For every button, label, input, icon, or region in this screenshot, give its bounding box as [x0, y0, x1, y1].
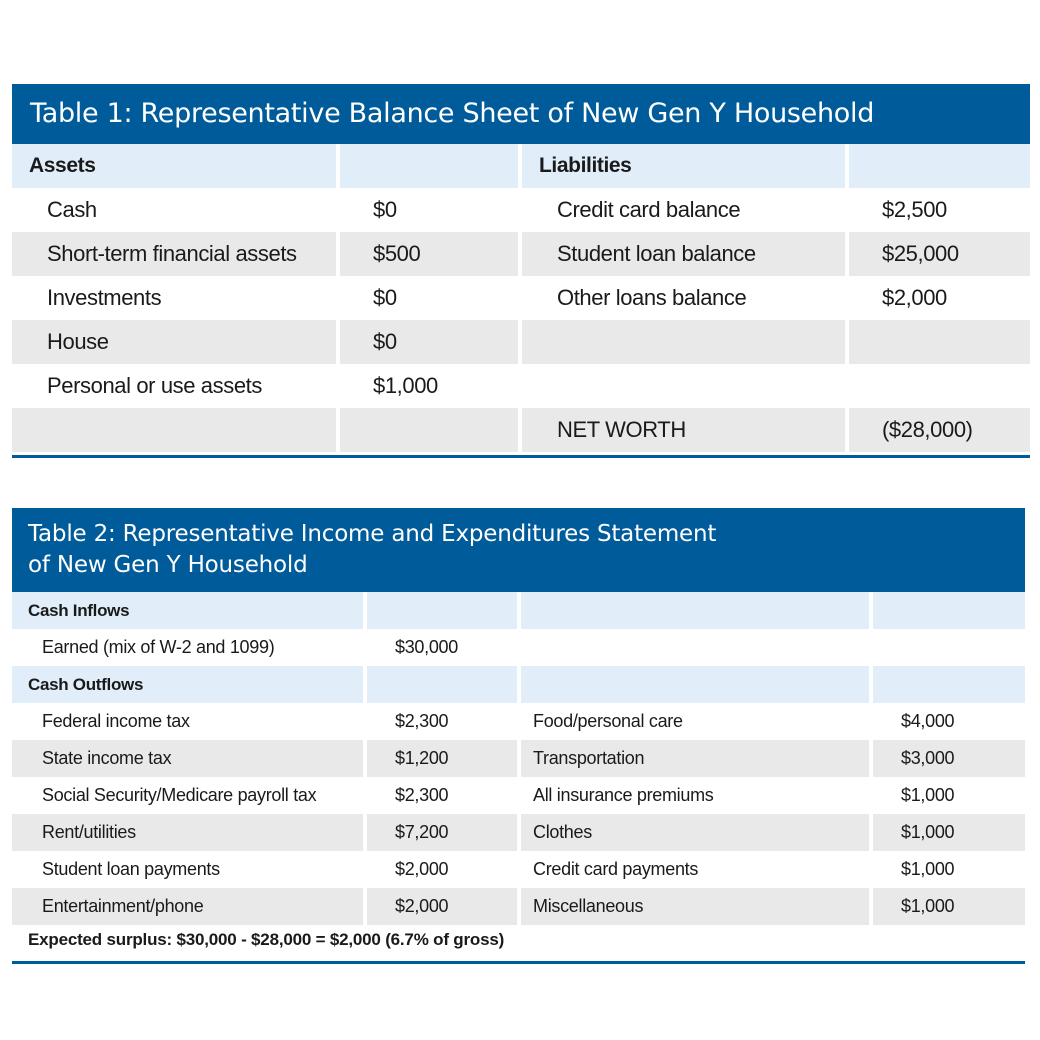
- liabilities-header: Liabilities: [522, 144, 845, 188]
- outflow-label: Student loan payments: [42, 859, 220, 879]
- outflow-label: All insurance premiums: [533, 785, 714, 805]
- expected-surplus-text: Expected surplus: $30,000 - $28,000 = $2,000 (6.7% of gross): [28, 930, 505, 949]
- cash-outflows-header: Cash Outflows: [12, 666, 363, 703]
- asset-value: $1,000: [373, 373, 438, 398]
- table-bottom-rule: [12, 455, 1030, 458]
- table-row: [12, 703, 1025, 740]
- asset-value: $0: [340, 320, 518, 364]
- header-cell: [873, 666, 1025, 703]
- table-row: [12, 777, 1025, 814]
- liability-value: $25,000: [849, 232, 1030, 276]
- title-line-1: Table 2: Representative Income and Expenditures Statement: [28, 521, 717, 547]
- liability-label: [522, 364, 845, 408]
- liability-value: [849, 364, 1030, 408]
- asset-value: $0: [373, 285, 397, 310]
- empty-cell: [521, 629, 869, 666]
- outflow-value: $1,000: [873, 888, 1025, 925]
- table-bottom-rule: [12, 961, 1025, 964]
- outflow-value: $1,000: [873, 814, 1025, 851]
- table-row: [12, 888, 1025, 925]
- net-worth-value: ($28,000): [849, 408, 1030, 452]
- outflow-label: Transportation: [521, 740, 869, 777]
- assets-value-header: [340, 144, 518, 188]
- asset-value: $500: [340, 232, 518, 276]
- inflow-value: $30,000: [395, 637, 458, 657]
- title-line-2: of New Gen Y Household: [28, 552, 308, 578]
- outflow-label: Clothes: [521, 814, 869, 851]
- liability-label: Student loan balance: [522, 232, 845, 276]
- cash-inflows-header-row: [12, 592, 1025, 629]
- table-row: [12, 188, 1030, 232]
- net-worth-label: NET WORTH: [522, 408, 845, 452]
- outflow-label: State income tax: [12, 740, 363, 777]
- outflow-label: Credit card payments: [533, 859, 699, 879]
- liabilities-value-header: [849, 144, 1030, 188]
- outflow-label: Miscellaneous: [521, 888, 869, 925]
- table-row: [12, 851, 1025, 888]
- outflow-value: $2,000: [367, 888, 517, 925]
- outflow-label: Entertainment/phone: [12, 888, 363, 925]
- cash-outflows-header-row: [12, 666, 1025, 703]
- outflow-label: Food/personal care: [533, 711, 683, 731]
- liability-value: [849, 320, 1030, 364]
- outflow-value: $2,300: [395, 785, 449, 805]
- asset-label: Short-term financial assets: [12, 232, 336, 276]
- outflow-value: $3,000: [873, 740, 1025, 777]
- outflow-value: $2,000: [395, 859, 449, 879]
- table-row: [12, 232, 1030, 276]
- header-cell: [521, 592, 869, 629]
- outflow-value: $1,000: [901, 859, 955, 879]
- balance-sheet-header-row: [12, 144, 1030, 188]
- liability-label: Other loans balance: [557, 285, 747, 310]
- outflow-label: Social Security/Medicare payroll tax: [42, 785, 317, 805]
- asset-value: $0: [373, 197, 397, 222]
- liability-value: $2,000: [882, 285, 947, 310]
- balance-sheet-title: Table 1: Representative Balance Sheet of New Gen Y Household: [12, 84, 1030, 144]
- asset-label: House: [12, 320, 336, 364]
- header-cell: [367, 666, 517, 703]
- outflow-label: Federal income tax: [42, 711, 190, 731]
- cash-inflows-header: Cash Inflows: [12, 592, 363, 629]
- income-statement-title: [12, 508, 1025, 592]
- inflow-label: Earned (mix of W-2 and 1099): [42, 637, 275, 657]
- outflow-value: $1,000: [901, 785, 955, 805]
- empty-cell: [873, 629, 1025, 666]
- assets-header: Assets: [12, 144, 336, 188]
- table-row: [12, 629, 1025, 666]
- asset-label: [12, 408, 336, 452]
- outflow-value: $1,200: [367, 740, 517, 777]
- income-expenditures-table: [12, 508, 1025, 964]
- liability-value: $2,500: [882, 197, 947, 222]
- asset-value: [340, 408, 518, 452]
- header-cell: [873, 592, 1025, 629]
- table-row: [12, 364, 1030, 408]
- asset-label: Cash: [47, 197, 97, 222]
- table-row: [12, 320, 1030, 364]
- outflow-value: $2,300: [395, 711, 449, 731]
- surplus-row: [12, 925, 1025, 959]
- outflow-value: $4,000: [901, 711, 955, 731]
- header-cell: [521, 666, 869, 703]
- outflow-label: Rent/utilities: [12, 814, 363, 851]
- table-row: [12, 814, 1025, 851]
- table-row: [12, 276, 1030, 320]
- asset-label: Investments: [47, 285, 162, 310]
- asset-label: Personal or use assets: [47, 373, 262, 398]
- table-row: [12, 740, 1025, 777]
- liability-label: Credit card balance: [557, 197, 741, 222]
- balance-sheet-table: [12, 84, 1030, 458]
- net-worth-row: [12, 408, 1030, 452]
- outflow-value: $7,200: [367, 814, 517, 851]
- liability-label: [522, 320, 845, 364]
- header-cell: [367, 592, 517, 629]
